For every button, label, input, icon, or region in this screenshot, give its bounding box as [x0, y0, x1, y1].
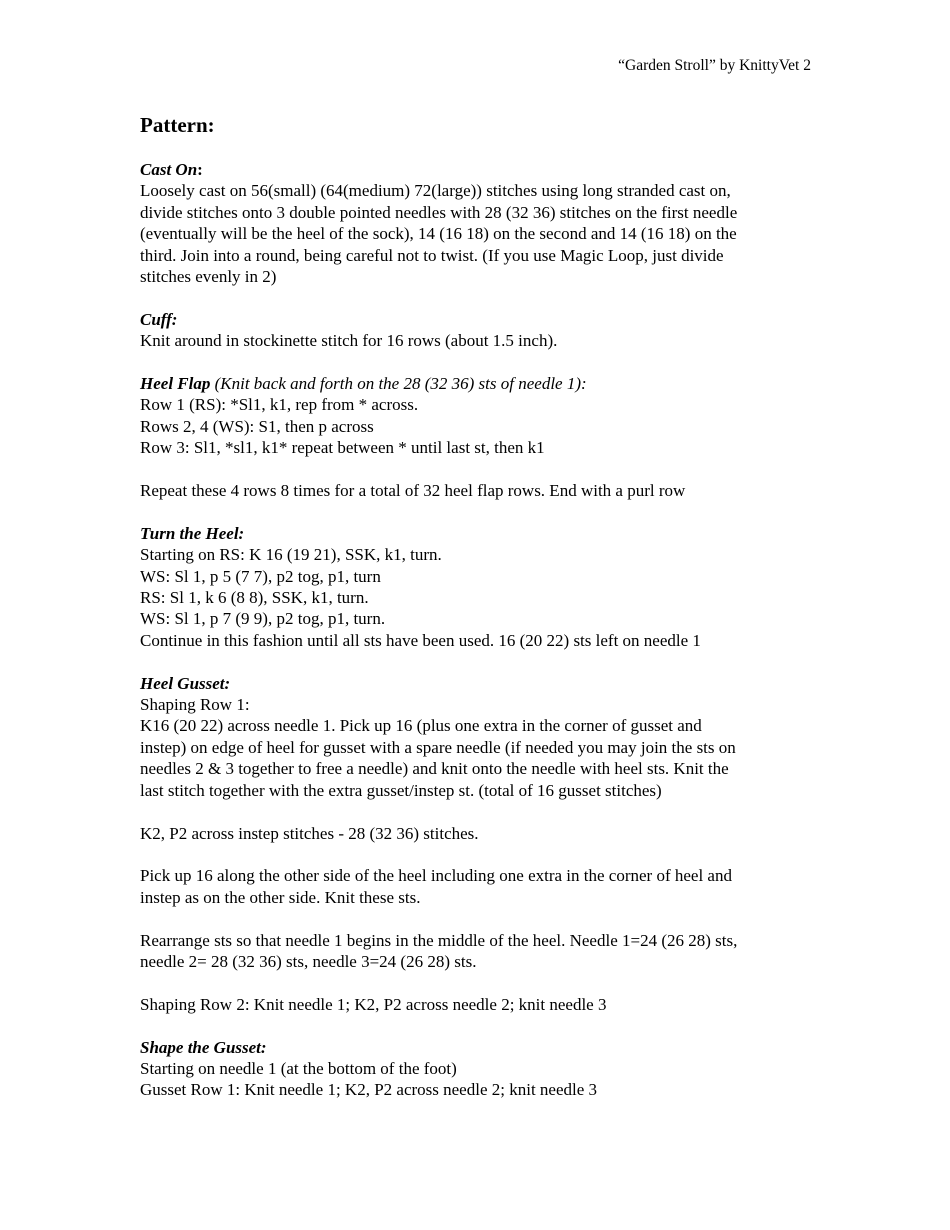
text-line: WS: Sl 1, p 5 (7 7), p2 tog, p1, turn [140, 566, 381, 586]
text-line: third. Join into a round, being careful not to twist. (If you use Magic Loop, just divide [140, 245, 724, 265]
text-line: WS: Sl 1, p 7 (9 9), p2 tog, p1, turn. [140, 609, 386, 629]
heading-text: Shape the Gusset: [140, 1037, 267, 1057]
section-turn-heel [140, 523, 820, 651]
text-line: Pick up 16 along the other side of the heel including one extra in the corner of heel and [140, 866, 732, 886]
section-heading-turn-heel [140, 523, 820, 544]
text-line: Shaping Row 2: Knit needle 1; K2, P2 across needle 2; knit needle 3 [140, 994, 607, 1014]
section-heel-flap [140, 373, 820, 459]
text-line: Row 1 (RS): *Sl1, k1, rep from * across. [140, 395, 419, 415]
text-line: Knit around in stockinette stitch for 16 rows (about 1.5 inch). [140, 331, 558, 351]
text-line: Continue in this fashion until all sts have been used. 16 (20 22) sts left on needle 1 [140, 630, 701, 650]
paragraph-rearrange [140, 930, 820, 973]
section-heading-cast-on [140, 159, 820, 180]
text-line: Starting on RS: K 16 (19 21), SSK, k1, turn. [140, 545, 442, 565]
text-line: K2, P2 across instep stitches - 28 (32 36) stitches. [140, 823, 479, 843]
section-cuff [140, 309, 820, 352]
text-line: Rearrange sts so that needle 1 begins in the middle of the heel. Needle 1=24 (26 28) sts, [140, 930, 738, 950]
text-line: Loosely cast on 56(small) (64(medium) 72(large)) stitches using long stranded cast on, [140, 181, 731, 201]
text-line: needle 2= 28 (32 36) sts, needle 3=24 (26 28) sts. [140, 951, 477, 971]
text-line: Repeat these 4 rows 8 times for a total of 32 heel flap rows. End with a purl row [140, 481, 686, 501]
section-cast-on [140, 159, 820, 287]
text-line: K16 (20 22) across needle 1. Pick up 16 (plus one extra in the corner of gusset and [140, 716, 702, 736]
text-line: stitches evenly in 2) [140, 267, 277, 287]
text-line: last stitch together with the extra gusset/instep st. (total of 16 gusset stitches) [140, 780, 662, 800]
heading-text: Heel Flap [140, 374, 211, 394]
running-header [618, 56, 811, 76]
text-line: Shaping Row 1: [140, 695, 250, 715]
text-line: needles 2 & 3 together to free a needle) and knit onto the needle with heel sts. Knit the [140, 759, 729, 779]
section-heading-heel-gusset [140, 673, 820, 694]
paragraph-pick-up [140, 865, 820, 908]
section-shape-gusset [140, 1037, 820, 1101]
paragraph-instep [140, 823, 820, 844]
text-line: (eventually will be the heel of the sock), 14 (16 18) on the second and 14 (16 18) on the [140, 224, 737, 244]
paragraph-shaping-row-2 [140, 994, 820, 1015]
text-line: instep) on edge of heel for gusset with a spare needle (if needed you may join the sts on [140, 737, 736, 757]
section-heading-heel-flap [140, 373, 820, 394]
heading-note: (Knit back and forth on the 28 (32 36) sts of needle 1): [210, 374, 587, 394]
heading-text: Cuff: [140, 309, 178, 329]
heading-colon: : [197, 160, 203, 179]
text-line: divide stitches onto 3 double pointed needles with 28 (32 36) stitches on the first needle [140, 202, 738, 222]
text-line: Row 3: Sl1, *sl1, k1* repeat between * until last st, then k1 [140, 438, 545, 458]
section-heading-cuff [140, 309, 820, 330]
text-line: RS: Sl 1, k 6 (8 8), SSK, k1, turn. [140, 588, 369, 608]
running-title: “Garden Stroll” by KnittyVet [618, 57, 800, 74]
section-heel-gusset [140, 673, 820, 801]
page-number: 2 [803, 57, 811, 74]
section-heading-shape-gusset [140, 1037, 820, 1058]
pattern-content [140, 112, 820, 1122]
text-line: instep as on the other side. Knit these sts. [140, 887, 421, 907]
paragraph-heel-flap-repeat [140, 480, 820, 501]
text-line: Rows 2, 4 (WS): S1, then p across [140, 416, 374, 436]
heading-text: Cast On [140, 160, 198, 179]
heading-text: Heel Gusset: [140, 673, 231, 693]
heading-text: Turn the Heel: [140, 523, 245, 543]
page-title: Pattern: [140, 113, 215, 137]
text-line: Starting on needle 1 (at the bottom of the foot) [140, 1058, 457, 1078]
text-line: Gusset Row 1: Knit needle 1; K2, P2 across needle 2; knit needle 3 [140, 1080, 598, 1100]
